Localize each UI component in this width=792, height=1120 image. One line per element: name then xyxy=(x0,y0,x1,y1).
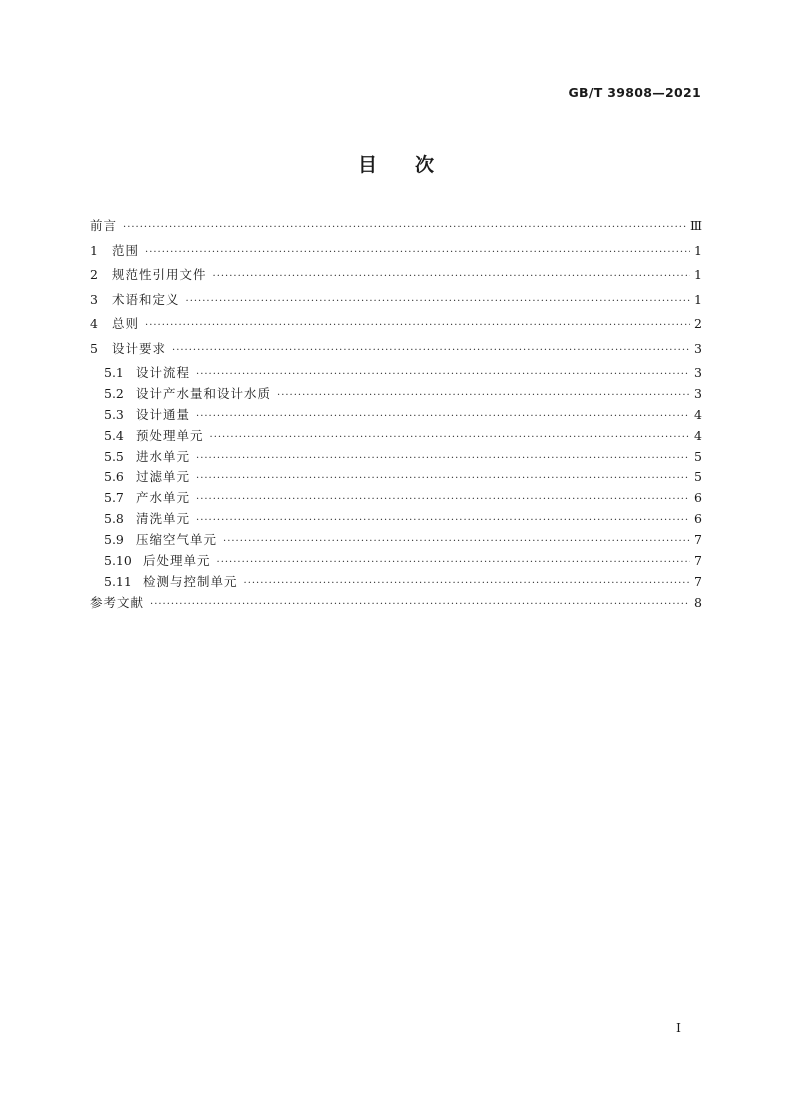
toc-entry-page: 1 xyxy=(694,291,702,307)
toc-entry-page: 4 xyxy=(694,406,702,422)
toc-leader-dots xyxy=(277,390,690,401)
toc-entry-title: 后处理单元 xyxy=(143,553,211,569)
toc-leader-dots xyxy=(186,296,690,307)
toc-entry-title: 前言 xyxy=(90,218,118,233)
toc-entry-number: 5.4 xyxy=(104,427,124,443)
page-title: 目次 xyxy=(357,154,472,176)
toc-entry-title: 规范性引用文件 xyxy=(112,267,207,282)
toc-entry[interactable] xyxy=(90,447,702,468)
toc-entry[interactable] xyxy=(90,509,702,530)
toc-entry-title: 设计产水量和设计水质 xyxy=(136,385,272,401)
toc-entry-page: 1 xyxy=(694,242,702,258)
toc-entry-title: 参考文献 xyxy=(90,594,145,610)
toc-entry-page: 3 xyxy=(694,365,702,380)
toc-entry[interactable] xyxy=(90,363,702,384)
toc-entry-number: 5.9 xyxy=(104,532,124,548)
toc-entry-number: 5.11 xyxy=(104,573,132,589)
toc-entry-page: 2 xyxy=(694,316,702,331)
toc-entry-number: 5 xyxy=(90,340,98,356)
toc-entry[interactable] xyxy=(90,530,702,551)
toc-entry[interactable] xyxy=(90,265,702,290)
toc-entry-title: 进水单元 xyxy=(136,448,191,464)
toc-entry-page: 3 xyxy=(694,385,702,401)
toc-entry-title: 产水单元 xyxy=(136,490,191,506)
toc-entry[interactable] xyxy=(90,593,702,618)
toc-entry-page: 1 xyxy=(694,267,702,282)
toc-leader-dots xyxy=(196,453,690,464)
toc-entry[interactable] xyxy=(90,384,702,405)
toc-entry-number: 4 xyxy=(90,316,98,331)
toc-entry-number: 5.8 xyxy=(104,511,124,527)
toc-entry-title: 压缩空气单元 xyxy=(136,532,218,548)
toc-entry-page: 5 xyxy=(694,448,702,464)
toc-entry-title: 总则 xyxy=(112,316,140,331)
toc-entry-title: 设计流程 xyxy=(136,365,191,380)
toc-leader-dots xyxy=(196,494,690,505)
toc-entry-number: 5.5 xyxy=(104,448,124,464)
toc-entry-title: 设计通量 xyxy=(136,406,191,422)
toc-entry-page: 7 xyxy=(694,553,702,569)
toc-entry-page: 3 xyxy=(694,340,702,356)
toc-entry-number: 1 xyxy=(90,242,98,258)
toc-entry-title: 设计要求 xyxy=(112,340,167,356)
toc-entry[interactable] xyxy=(90,467,702,488)
toc-entry-page: 6 xyxy=(694,511,702,527)
toc-leader-dots xyxy=(145,320,690,331)
toc-leader-dots xyxy=(196,369,690,380)
toc-entry-title: 范围 xyxy=(112,242,140,258)
toc-leader-dots xyxy=(196,515,690,526)
toc-entry[interactable] xyxy=(90,216,702,241)
toc-entry-number: 5.1 xyxy=(104,365,124,380)
toc-entry-number: 5.7 xyxy=(104,490,124,506)
toc-entry[interactable] xyxy=(90,426,702,447)
toc-entry[interactable] xyxy=(90,488,702,509)
toc-leader-dots xyxy=(196,411,690,422)
toc-entry[interactable] xyxy=(90,551,702,572)
toc-entry-page: 7 xyxy=(694,532,702,548)
toc-leader-dots xyxy=(196,473,690,484)
toc-entry[interactable] xyxy=(90,339,702,364)
toc-leader-dots xyxy=(213,271,690,282)
toc-entry-number: 5.6 xyxy=(104,469,124,485)
toc-entry-title: 检测与控制单元 xyxy=(143,573,238,589)
toc-entry-page: 8 xyxy=(694,594,702,610)
toc-entry-number: 5.3 xyxy=(104,406,124,422)
toc-leader-dots xyxy=(223,536,690,547)
toc-entry-number: 5.10 xyxy=(104,553,132,569)
toc-entry[interactable] xyxy=(90,314,702,339)
toc-entry[interactable] xyxy=(90,241,702,266)
standard-code: GB/T 39808—2021 xyxy=(568,85,701,100)
toc-leader-dots xyxy=(145,247,690,258)
toc-entry[interactable] xyxy=(90,405,702,426)
toc-entry-title: 清洗单元 xyxy=(136,511,191,527)
toc-entry-page: 4 xyxy=(694,427,702,443)
toc-entry-number: 2 xyxy=(90,267,98,282)
toc-leader-dots xyxy=(150,599,690,610)
toc-leader-dots xyxy=(244,578,690,589)
toc-entry-number: 5.2 xyxy=(104,385,124,401)
toc-entry-page: 5 xyxy=(694,469,702,485)
toc-entry-page: Ⅲ xyxy=(689,218,702,233)
toc-entry[interactable] xyxy=(90,572,702,593)
toc-entry-title: 预处理单元 xyxy=(136,427,204,443)
toc-entry-title: 过滤单元 xyxy=(136,469,191,485)
toc-leader-dots xyxy=(210,432,690,443)
table-of-contents xyxy=(90,216,702,617)
toc-entry-page: 7 xyxy=(694,573,702,589)
toc-leader-dots xyxy=(123,222,686,233)
toc-entry-title: 术语和定义 xyxy=(112,291,180,307)
toc-entry[interactable] xyxy=(90,290,702,315)
page-number: I xyxy=(676,1020,681,1035)
toc-entry-number: 3 xyxy=(90,291,98,307)
toc-leader-dots xyxy=(217,557,690,568)
toc-entry-page: 6 xyxy=(694,490,702,506)
toc-leader-dots xyxy=(172,345,690,356)
